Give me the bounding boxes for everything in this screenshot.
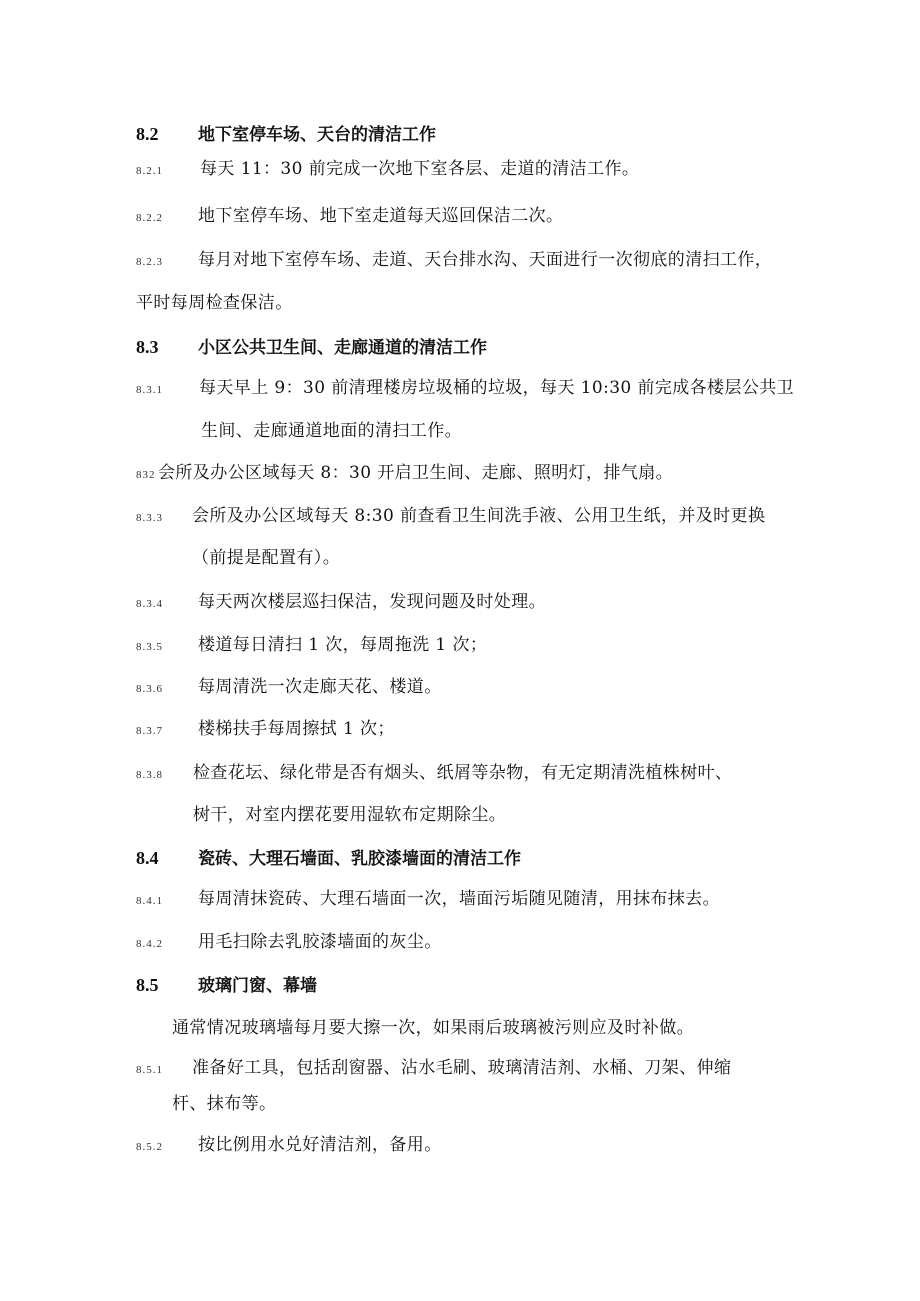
item-8-4-2	[136, 934, 442, 951]
section-number: 8.3	[136, 337, 159, 357]
item-8-3-3	[136, 508, 765, 525]
section-heading-8-2	[136, 125, 436, 144]
item-text: 每月对地下室停车场、走道、天台排水沟、天面进行一次彻底的清扫工作，	[198, 250, 773, 270]
item-8-3-2	[136, 465, 673, 482]
item-8-3-7	[136, 721, 395, 738]
item-number: 8.3.4	[136, 598, 163, 610]
item-text: 用毛扫除去乳胶漆墙面的灰尘。	[198, 932, 442, 952]
section-heading-8-3	[136, 338, 487, 357]
item-text: 会所及办公区域每天 8:30 前查看卫生间洗手液、公用卫生纸，并及时更换	[192, 506, 766, 526]
item-8-3-1	[136, 380, 794, 397]
item-number: 8.4.1	[136, 895, 163, 907]
section-number: 8.2	[136, 124, 159, 144]
item-number: 832	[136, 469, 156, 481]
item-8-3-8	[136, 765, 732, 782]
item-8-2-3	[136, 252, 772, 269]
item-number: 8.3.1	[136, 384, 163, 396]
item-text: 每周清洗一次走廊天花、楼道。	[198, 677, 442, 697]
item-8-3-6	[136, 679, 442, 696]
section-number: 8.5	[136, 975, 159, 995]
item-number: 8.5.2	[136, 1141, 163, 1153]
section-8-5-intro: 通常情况玻璃墙每月要大擦一次，如果雨后玻璃被污则应及时补做。	[172, 1018, 694, 1038]
section-title: 地下室停车场、天台的清洁工作	[198, 125, 436, 145]
item-8-5-1	[136, 1060, 731, 1077]
item-text: 每天 11：30 前完成一次地下室各层、走道的清洁工作。	[200, 159, 640, 179]
item-text: 楼梯扶手每周擦拭 1 次；	[198, 719, 395, 739]
item-text: 每天两次楼层巡扫保洁，发现问题及时处理。	[198, 592, 546, 612]
item-text: 楼道每日清扫 1 次，每周拖洗 1 次；	[198, 635, 488, 655]
item-number: 8.3.8	[136, 769, 163, 781]
item-text: 按比例用水兑好清洁剂，备用。	[198, 1135, 442, 1155]
item-number: 8.3.6	[136, 683, 163, 695]
item-number: 8.3.7	[136, 725, 163, 737]
item-text: 每天早上 9：30 前清理楼房垃圾桶的垃圾，每天 10:30 前完成各楼层公共卫	[199, 378, 795, 398]
item-text: 地下室停车场、地下室走道每天巡回保洁二次。	[198, 206, 564, 226]
item-8-2-3-continuation: 平时每周检查保洁。	[136, 293, 293, 313]
section-heading-8-4	[136, 849, 521, 868]
item-number: 8.2.1	[136, 165, 163, 177]
item-8-3-1-continuation: 生间、走廊通道地面的清扫工作。	[201, 421, 462, 441]
item-number: 8.3.3	[136, 512, 163, 524]
item-8-3-4	[136, 594, 546, 611]
item-number: 8.3.5	[136, 641, 163, 653]
item-text: 检查花坛、绿化带是否有烟头、纸屑等杂物，有无定期清洗植株树叶、	[193, 763, 733, 783]
item-8-4-1	[136, 891, 720, 908]
item-text: 每周清抹瓷砖、大理石墙面一次，墙面污垢随见随清，用抹布抹去。	[198, 889, 720, 909]
item-number: 8.4.2	[136, 938, 163, 950]
item-number: 8.2.2	[136, 212, 163, 224]
item-8-3-8-continuation: 树干，对室内摆花要用湿软布定期除尘。	[193, 805, 507, 825]
section-number: 8.4	[136, 848, 159, 868]
item-number: 8.2.3	[136, 256, 163, 268]
item-8-2-2	[136, 208, 563, 225]
item-8-2-1	[136, 161, 639, 178]
section-heading-8-5	[136, 976, 317, 995]
section-title: 瓷砖、大理石墙面、乳胶漆墙面的清洁工作	[198, 849, 521, 869]
item-8-3-5	[136, 637, 487, 654]
item-8-5-2	[136, 1137, 442, 1154]
item-text: 会所及办公区域每天 8：30 开启卫生间、走廊、照明灯，排气扇。	[158, 463, 674, 483]
section-title: 玻璃门窗、幕墙	[198, 976, 317, 996]
section-title: 小区公共卫生间、走廊通道的清洁工作	[198, 338, 487, 358]
item-8-3-3-continuation: （前提是配置有）。	[192, 548, 341, 568]
item-number: 8.5.1	[136, 1064, 163, 1076]
item-text: 准备好工具，包括刮窗器、沾水毛刷、玻璃清洁剂、水桶、刀架、伸缩	[192, 1058, 732, 1078]
item-8-5-1-continuation: 杆、抹布等。	[172, 1094, 277, 1114]
